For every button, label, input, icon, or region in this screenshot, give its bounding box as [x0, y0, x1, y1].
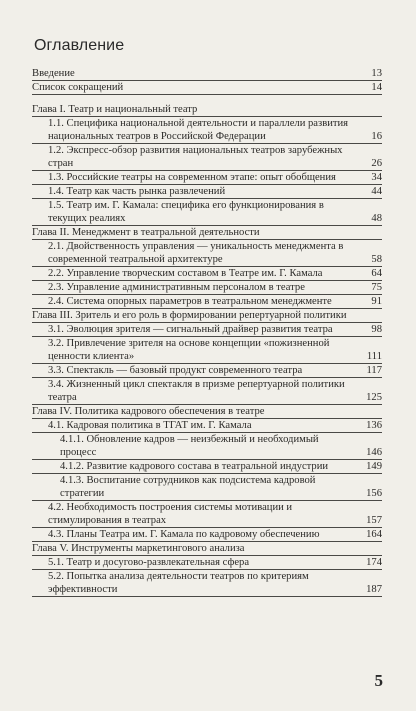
toc-entry-page: 156: [366, 488, 382, 499]
toc-entry: [32, 433, 382, 460]
toc-entry: [32, 240, 382, 267]
toc-chapter: [32, 309, 382, 323]
toc-entry-title: 2.3. Управление административным персоналом в театре: [48, 282, 305, 293]
toc-entry-title: 5.1. Театр и досугово-развлекательная сфера: [48, 557, 250, 568]
toc-entry-page: 14: [371, 82, 382, 93]
toc-entry-title: Введение: [32, 68, 75, 79]
toc-entry-title: 4.3. Планы Театра им. Г. Камала по кадровому обеспечению: [48, 529, 320, 540]
toc-entry-page: 117: [366, 365, 382, 376]
toc-entry-title: 3.2. Привлечение зрителя на основе концепции «пожизненной ценности клиента»: [48, 338, 330, 362]
toc-entry: [32, 323, 382, 337]
toc-entry-title: 3.4. Жизненный цикл спектакля в призме репертуарной политики театра: [48, 379, 345, 403]
toc-spacer: [32, 95, 382, 103]
toc-entry-title: Список сокращений: [32, 82, 124, 93]
toc-entry: [32, 337, 382, 364]
toc-entry: [32, 199, 382, 226]
toc-entry-title: Глава IV. Политика кадрового обеспечения в театре: [32, 406, 265, 417]
toc-entry: [32, 528, 382, 542]
toc-entry: [32, 460, 382, 474]
toc-entry-title: 4.1.2. Развитие кадрового состава в театральной индустрии: [60, 461, 329, 472]
toc-entry-title: Глава V. Инструменты маркетингового анализа: [32, 543, 245, 554]
toc-chapter: [32, 103, 382, 117]
toc-entry-page: 187: [366, 584, 382, 595]
toc-entry-page: 75: [371, 282, 382, 293]
table-of-contents: [32, 67, 382, 597]
toc-entry-page: 136: [366, 420, 382, 431]
toc-entry: [32, 419, 382, 433]
toc-entry-title: 1.2. Экспресс-обзор развития национальных театров зарубежных стран: [48, 145, 343, 169]
toc-entry: [32, 295, 382, 309]
toc-entry-page: 48: [371, 213, 382, 224]
toc-entry-page: 58: [371, 254, 382, 265]
toc-entry-page: 44: [371, 186, 382, 197]
toc-chapter: [32, 542, 382, 556]
toc-entry: [32, 501, 382, 528]
toc-entry: [32, 281, 382, 295]
toc-entry-title: 2.2. Управление творческим составом в Театре им. Г. Камала: [48, 268, 323, 279]
toc-entry-title: 2.1. Двойственность управления — уникальность менеджмента в современной театральной архитектуре: [48, 241, 344, 265]
toc-entry: [32, 474, 382, 501]
page-number: 5: [374, 671, 383, 690]
toc-entry: [32, 144, 382, 171]
toc-entry-page: 146: [366, 447, 382, 458]
toc-entry-page: 149: [366, 461, 382, 472]
toc-entry-title: 4.1. Кадровая политика в ТГАТ им. Г. Камала: [48, 420, 252, 431]
toc-entry-page: 91: [371, 296, 382, 307]
toc-entry-title: 5.2. Попытка анализа деятельности театров по критериям эффективности: [48, 571, 309, 595]
toc-entry-title: 4.2. Необходимость построения системы мотивации и стимулирования в театрах: [48, 502, 293, 526]
toc-entry-page: 157: [366, 515, 382, 526]
toc-entry-title: 1.4. Театр как часть рынка развлечений: [48, 186, 226, 197]
toc-entry-title: 4.1.1. Обновление кадров — неизбежный и необходимый процесс: [60, 434, 319, 458]
toc-chapter: [32, 81, 382, 95]
toc-entry: [32, 267, 382, 281]
toc-entry-page: 64: [371, 268, 382, 279]
toc-entry-page: 13: [371, 68, 382, 79]
toc-entry: [32, 185, 382, 199]
toc-entry: [32, 364, 382, 378]
toc-entry: [32, 171, 382, 185]
page-title: Оглавление: [34, 37, 125, 54]
toc-entry: [32, 117, 382, 144]
toc-entry-title: 1.1. Специфика национальной деятельности и параллели развития национальных театров в Российской Федерации: [48, 118, 349, 142]
toc-entry-page: 16: [371, 131, 382, 142]
toc-entry-title: Глава I. Театр и национальный театр: [32, 104, 198, 115]
toc-entry-page: 98: [371, 324, 382, 335]
toc-entry: [32, 378, 382, 405]
toc-entry-page: 125: [366, 392, 382, 403]
toc-entry-page: 111: [366, 351, 382, 362]
toc-entry-title: 4.1.3. Воспитание сотрудников как подсистема кадровой стратегии: [60, 475, 316, 499]
toc-entry-page: 34: [371, 172, 382, 183]
toc-entry-title: 1.3. Российские театры на современном этапе: опыт обобщения: [48, 172, 336, 183]
toc-chapter: [32, 226, 382, 240]
toc-entry-page: 164: [366, 529, 382, 540]
toc-entry: [32, 556, 382, 570]
toc-entry-page: 26: [371, 158, 382, 169]
toc-entry-title: Глава II. Менеджмент в театральной деятельности: [32, 227, 260, 238]
toc-entry-title: 2.4. Система опорных параметров в театральном менеджменте: [48, 296, 332, 307]
toc-chapter: [32, 67, 382, 81]
toc-entry-page: 174: [366, 557, 382, 568]
toc-entry-title: Глава III. Зритель и его роль в формировании репертуарной политики: [32, 310, 347, 321]
toc-chapter: [32, 405, 382, 419]
toc-entry-title: 1.5. Театр им. Г. Камала: специфика его функционирования в текущих реалиях: [48, 200, 324, 224]
toc-entry-title: 3.1. Эволюция зрителя — сигнальный драйвер развития театра: [48, 324, 333, 335]
toc-entry-title: 3.3. Спектакль — базовый продукт современного театра: [48, 365, 303, 376]
toc-entry: [32, 570, 382, 597]
